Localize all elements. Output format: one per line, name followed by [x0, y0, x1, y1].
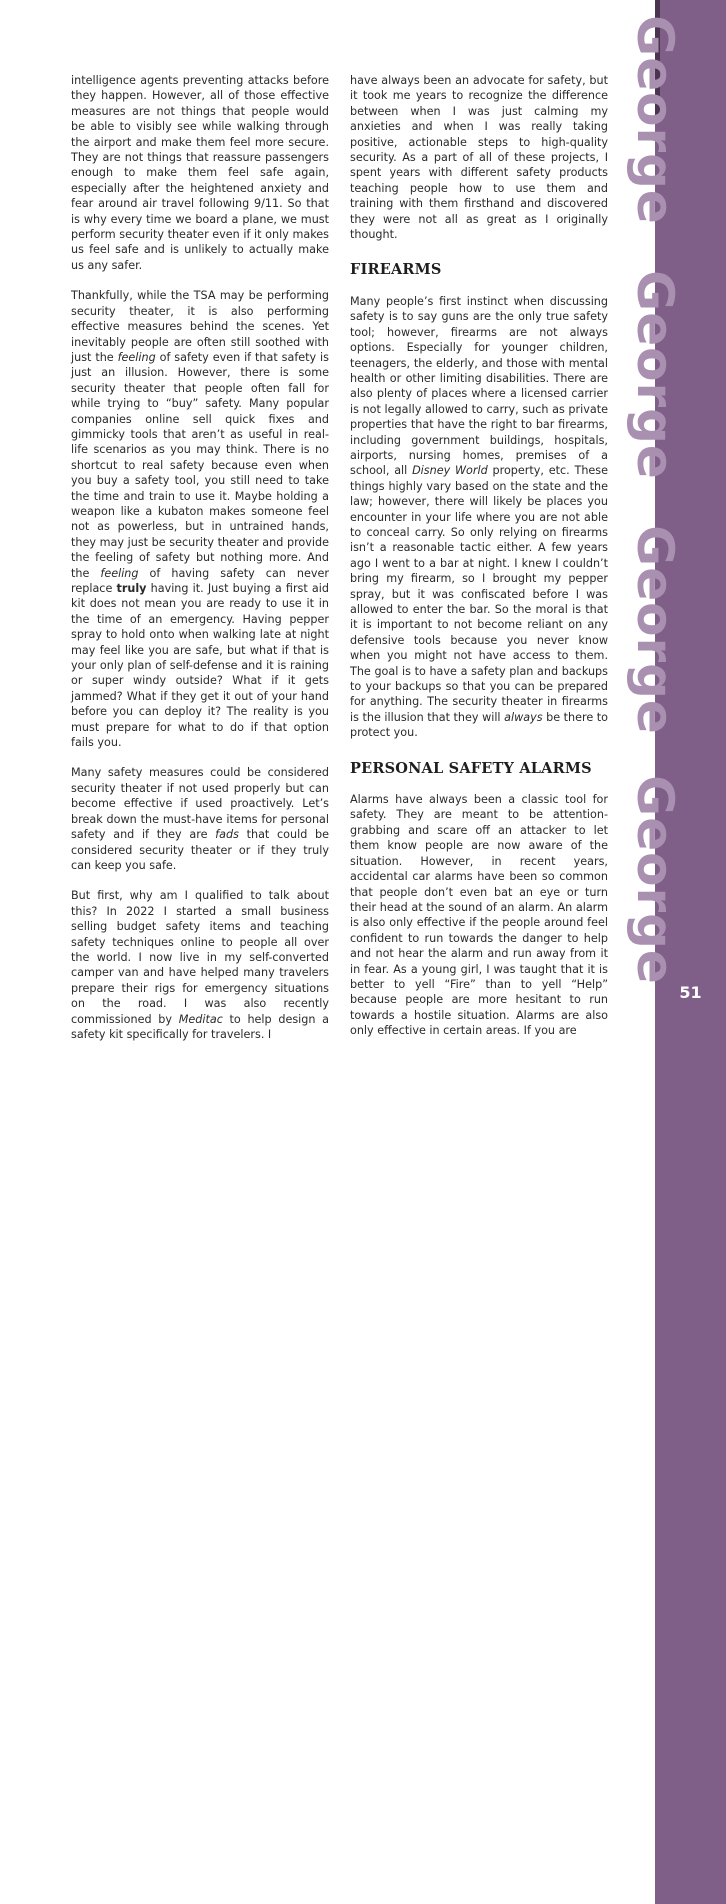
heading-firearms: FIREARMS	[350, 261, 442, 279]
text-run: of having safety can never replace	[71, 566, 329, 595]
right-paragraph-3	[350, 792, 608, 1039]
sidebar-author-name: George	[655, 120, 726, 1144]
left-paragraph-4	[71, 888, 329, 1042]
text-run: having it. Just buying a first aid kit does not mean you are ready to use it in the time of an emergency. Having pepper spray to hold onto when walking late at night may feel like you are safe, but what if that is your only plan of self-defense and it is raining or super windy outside? What if it gets jammed? What if they get it out of your hand before you can deploy it? The reality is you must prepare for what to do if that option fails you.	[71, 582, 329, 750]
page-number: 51	[679, 983, 702, 1002]
bold-word: truly	[116, 582, 147, 595]
left-column	[71, 73, 329, 1057]
text-run: intelligence agents preventing attacks before they happen. However, all of those effective measures are not things that people would be able to visibly see while walking through the airport and make them feel more secure. They are not things that reassure passengers enough to make them feel safe again, especially after the heightened anxiety and fear around air travel following 9/11. So that is why every time we board a plane, we must perform security theater even if it only makes us feel safe and is unlikely to actually make us any safer.	[71, 74, 329, 272]
right-column	[350, 73, 608, 1054]
text-run: Many people’s first instinct when discussing safety is to say guns are the only true safety tool; however, firearms are not always options. Especially for younger children, teenagers, the elderly, and those with mental health or other limiting disabilities. There are also plenty of places where a licensed carrier is not legally allowed to carry, such as private properties that have the right to bar firearms, including government buildings, hospitals, airports, nursing homes, premises of a school, all	[350, 294, 608, 478]
italic-word: Meditac	[178, 1012, 223, 1026]
sidebar-author-name: George	[655, 880, 726, 1904]
text-run: to help design a safety kit specifically for travelers. I	[71, 1012, 330, 1041]
text-run: property, etc. These things highly vary based on the state and the law; however, there will likely be places you encounter in your life where you are not able to conceal carry. So only relying on firearms isn’t a reasonable tactic either. A few years ago I went to a bar at night. I knew I couldn’t bring my firearm, so I brought my pepper spray, but it was confiscated before I was allowed to enter the bar. So the moral is that it is important to not become reliant on any defensive tools because you never know when you might not have access to them. The goal is to have a safety plan and backups to your backups so that you can be prepared for anything. The security theater in firearms is the illusion that they will	[350, 464, 609, 724]
left-paragraph-3	[71, 765, 329, 873]
italic-word: fads	[215, 828, 239, 842]
text-run: of safety even if that safety is just an illusion. However, there is some security theater that people often fall for while trying to “buy” safety. Many popular companies online sell quick fixes and gimmicky tools that aren’t as useful in real-life scenarios as you may think. There is no shortcut to real safety because even when you buy a safety tool, you still need to take the time and train to use it. Maybe holding a weapon like a kubaton makes someone feel not as powerless, but in untrained hands, they may just be security theater and provide the feeling of safety but nothing more. And the	[71, 350, 329, 580]
right-paragraph-2	[350, 294, 608, 741]
text-run: Thankfully, while the TSA may be performing security theater, it is also performing effective measures behind the scenes. Yet inevitably people are often still soothed with just the	[71, 289, 329, 364]
italic-word: feeling	[100, 566, 139, 580]
italic-word: feeling	[117, 350, 156, 364]
text-run: But first, why am I qualified to talk about this? In 2022 I started a small business selling budget safety items and teaching safety techniques online to people all over the world. I now live in my self-converted camper van and have helped many travelers prepare their rigs for emergency situations on the road. I was also recently commissioned by	[71, 889, 329, 1026]
text-run: Alarms have always been a classic tool for safety. They are meant to be attention-grabbing and scare off an attacker to let them know people are now aware of the situation. However, in recent years, accidental car alarms have been so common that people don’t even bat an eye or turn their head at the sound of an alarm. An alarm is also only effective if the people around feel confident to run towards the danger to help and not hear the alarm and run away from it in fear. As a young girl, I was taught that it is better to yell “Fire” than to yell “Help” because people are more hesitant to run towards a hostile situation. Alarms are also only effective in certain areas. If you are	[350, 793, 608, 1038]
right-paragraph-1	[350, 73, 608, 242]
sidebar-author-name: George	[655, 630, 726, 1654]
italic-word: Disney World	[412, 464, 488, 478]
italic-word: always	[504, 710, 543, 724]
left-paragraph-2	[71, 288, 329, 750]
sidebar-author-name: George	[655, 375, 726, 1399]
left-paragraph-1	[71, 73, 329, 273]
heading-personal-safety-alarms: PERSONAL SAFETY ALARMS	[350, 759, 592, 777]
text-run: be there to protect you.	[350, 710, 609, 740]
text-run: have always been an advocate for safety, but it took me years to recognize the difference between when I was just calming my anxieties and when I was really taking positive, actionable steps to high-quality security. As a part of all of these projects, I spent years with different safety products teaching people how to use them and training with them firsthand and discovered they were not all as great as I originally thought.	[350, 74, 608, 242]
text-run: that could be considered security theater or if they truly can keep you safe.	[71, 828, 329, 872]
text-run: Many safety measures could be considered security theater if not used properly but can become effective if used proactively. Let’s break down the must-have items for personal safety and if they are	[71, 766, 329, 842]
